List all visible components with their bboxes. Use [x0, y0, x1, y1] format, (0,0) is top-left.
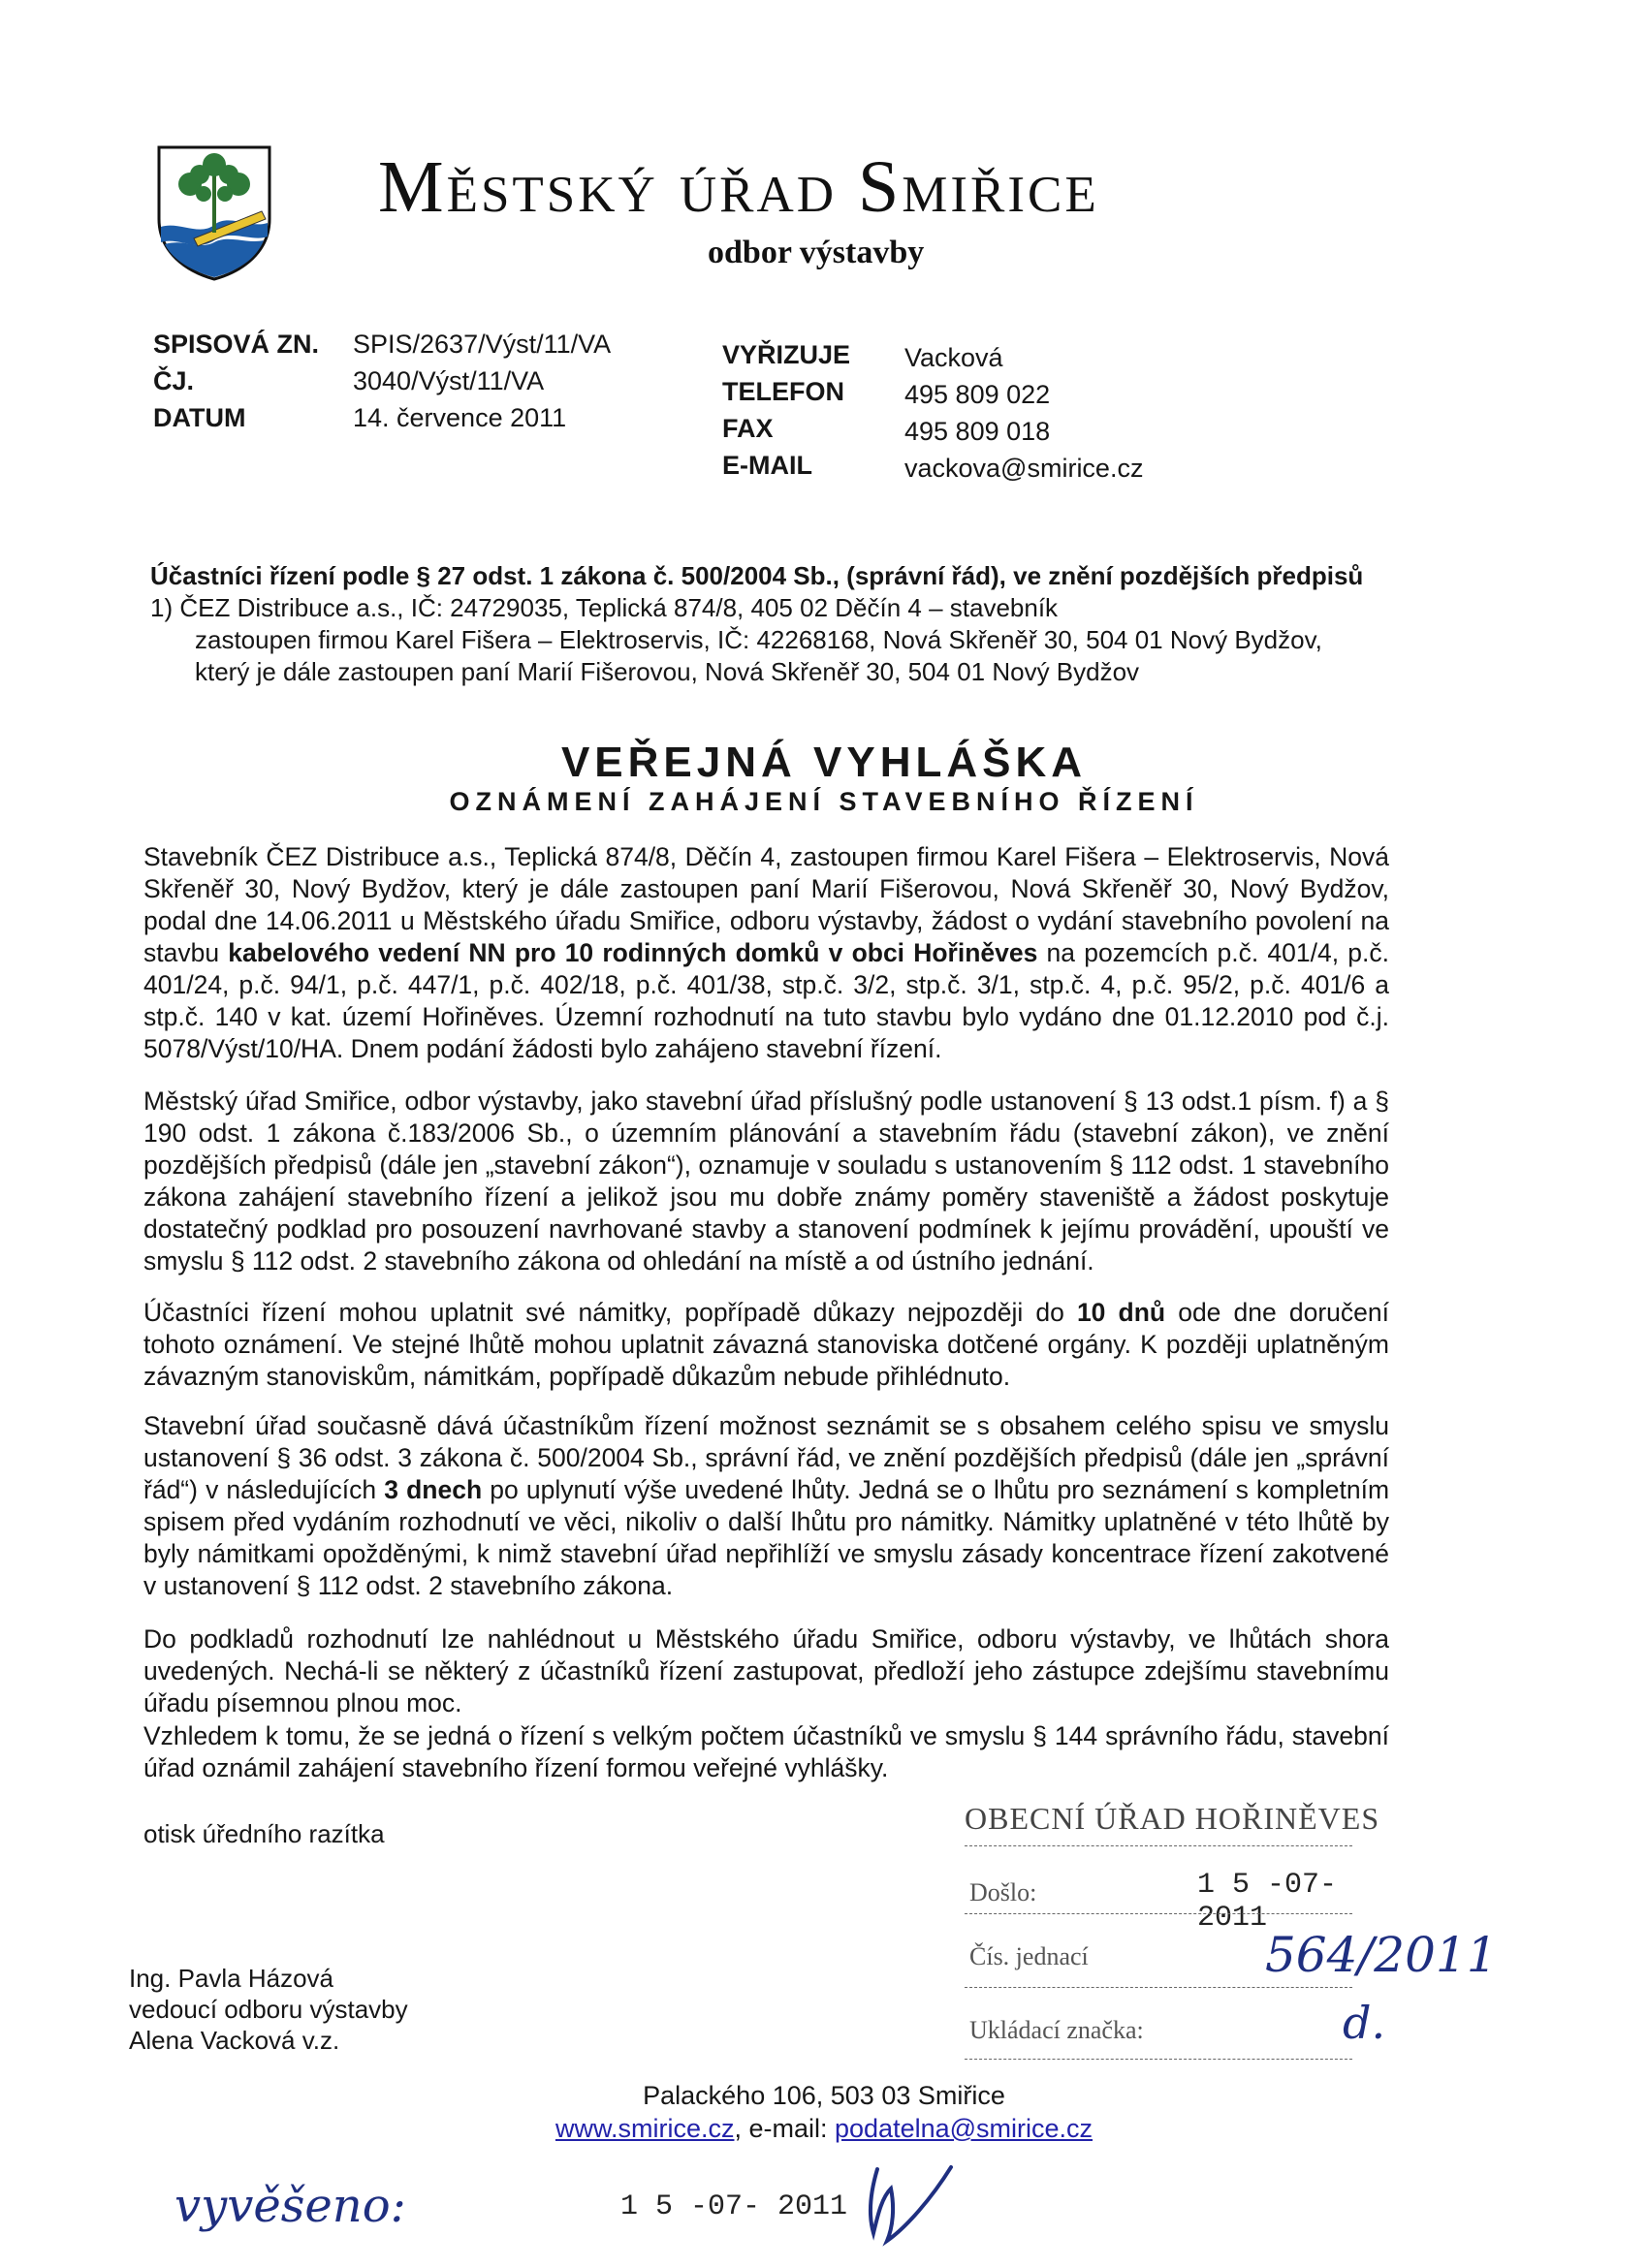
paragraph-text: Stavebník ČEZ Distribuce a.s., Teplická 874/8, Děčín 4, zastoupen firmou Karel Fišera – Elektroservis, Nová Skřeněř 30, Nový Bydžov, který je dále zastoupen paní Marií Fišerovou, Nová Skřeněř 30, Nový Bydžov, podal dne 14.06.2011 u Městského úřadu Smiřice, odboru výstavby, žádost o vydání stavebního povolení na stavbu — [143, 842, 1389, 967]
meta-right-labels — [722, 336, 850, 484]
paragraph-public-notice: Vzhledem k tomu, že se jedná o řízení s velkým počtem účastníků ve smyslu § 144 správního řádu, stavební úřad oznámil zahájení stavebního řízení formou veřejné vyhlášky. — [143, 1721, 1389, 1782]
email-link[interactable]: podatelna@smirice.cz — [835, 2114, 1093, 2143]
paragraph-application — [143, 841, 1389, 1065]
meta-right-values — [904, 339, 1143, 487]
signatory-name: Ing. Pavla Házová — [129, 1964, 334, 1993]
email-prefix: , e-mail: — [734, 2114, 835, 2143]
handwritten-posted-note: vyvěšeno: — [174, 2179, 406, 2233]
paragraph-text: na pozemcích p.č. 401/4, p.č. 401/24, p.č. 94/1, p.č. 447/1, p.č. 402/18, p.č. 401/38, stp.č. 3/2, stp.č. 3/1, stp.č. 4, p.č. 95/2, p.č. 401/6 a stp.č. 140 v kat. území Hořiněves. Územní rozhodnutí na tuto stavbu bylo vydáno dne 01.12.2010 pod č.j. 5078/Výst/10/HA. Dnem podání žádosti bylo zahájeno stavební řízení. — [143, 938, 1389, 1063]
notice-title: VEŘEJNÁ VYHLÁŠKA — [560, 739, 1088, 786]
paragraph-text: Stavební úřad současně dává účastníkům řízení možnost seznámit se s obsahem celého spisu ve smyslu ustanovení § 36 odst. 3 zákona č. 500/2004 Sb., správní řád, ve znění pozdějších předpisů (dále jen „správní řád“) v následujících — [143, 1411, 1389, 1504]
meta-label: FAX — [722, 414, 774, 443]
meta-left-values — [353, 326, 611, 436]
meta-label: TELEFON — [722, 377, 844, 406]
participants-block — [150, 560, 1363, 688]
department-subtitle: odbor výstavby — [708, 235, 925, 270]
website-link[interactable]: www.smirice.cz — [555, 2114, 735, 2143]
office-title: Městský úřad Smiřice — [378, 146, 1099, 228]
handwritten-signature-icon — [858, 2159, 965, 2247]
paragraph-file-inspection — [143, 1410, 1389, 1602]
paragraph-documents: Do podkladů rozhodnutí lze nahlédnout u Městského úřadu Smiřice, odboru výstavby, ve lhůtách shora uvedených. Nechá-li se některý z účastníků řízení zastupovat, předloží jeho zástupce zdejšímu stavebnímu úřadu písemnou plnou moc. — [143, 1624, 1389, 1717]
coat-of-arms-icon — [155, 143, 273, 281]
footer-address: Palackého 106, 503 03 Smiřice — [643, 2081, 1005, 2110]
paragraph-text: Účastníci řízení mohou uplatnit své námitky, popřípadě důkazy nejpozději do — [143, 1298, 1077, 1327]
stamp-number-value: 564/2011 — [1265, 1927, 1498, 1983]
paragraph-text: ode dne doručení tohoto oznámení. Ve stejné lhůtě mohou uplatnit závazná stanoviska dotčené orgány. K později uplatněným závazným stanoviskům, námitkám, popřípadě důkazům nebude přihlédnuto. — [143, 1298, 1389, 1391]
participant-line: který je dále zastoupen paní Marií Fišerovou, Nová Skřeněř 30, 504 01 Nový Bydžov — [195, 657, 1140, 686]
stamp-filing-value: d. — [1343, 1997, 1386, 2049]
document-date: 14. července 2011 — [353, 403, 567, 432]
seal-label: otisk úředního razítka — [143, 1819, 385, 1848]
stamp-number-label: Čís. jednací — [969, 1942, 1089, 1970]
meta-label: ČJ. — [153, 366, 195, 395]
stamp-received-label: Došlo: — [969, 1878, 1037, 1906]
deadline-days: 10 dnů — [1076, 1298, 1166, 1327]
fax-number: 495 809 018 — [904, 417, 1051, 446]
file-number: SPIS/2637/Výst/11/VA — [353, 330, 612, 359]
participant-line: 1) ČEZ Distribuce a.s., IČ: 24729035, Teplická 874/8, 405 02 Děčín 4 – stavebník — [150, 593, 1059, 622]
signatory-role: vedoucí odboru výstavby — [129, 1995, 408, 2024]
meta-label: VYŘIZUJE — [722, 340, 851, 369]
stamp-filing-label: Ukládací značka: — [969, 2016, 1144, 2044]
handler-name: Vacková — [904, 343, 1003, 372]
inspection-days: 3 dnech — [384, 1475, 483, 1504]
stamp-title: OBECNÍ ÚŘAD HOŘINĚVES — [965, 1801, 1380, 1836]
participants-heading: Účastníci řízení podle § 27 odst. 1 zákona č. 500/2004 Sb., (správní řád), ve znění pozdějších předpisů — [150, 561, 1364, 590]
paragraph-text: po uplynutí výše uvedené lhůty. Jedná se o lhůtu pro seznámení s kompletním spisem před vydáním rozhodnutí ve věci, nikoliv o další lhůtu pro námitky. Námitky uplatněné v této lhůtě by byly námitkami opožděnými, k nimž stavební úřad nepřihlíží ve smyslu zásady koncentrace řízení zakotvené v ustanovení § 112 odst. 2 stavebního zákona. — [143, 1475, 1390, 1600]
email-address: vackova@smirice.cz — [904, 454, 1144, 483]
signatory-deputy: Alena Vacková v.z. — [129, 2026, 340, 2055]
meta-label: DATUM — [153, 403, 246, 432]
meta-label: E-MAIL — [722, 451, 812, 480]
meta-label: SPISOVÁ ZN. — [153, 330, 320, 359]
participant-line: zastoupen firmou Karel Fišera – Elektroservis, IČ: 42268168, Nová Skřeněř 30, 504 01 Nový Bydžov, — [195, 625, 1322, 654]
construction-name: kabelového vedení NN pro 10 rodinných domků v obci Hořiněves — [228, 938, 1038, 967]
meta-left-labels — [153, 326, 319, 436]
posted-date-stamp: 1 5 -07- 2011 — [620, 2190, 848, 2223]
footer-contacts — [0, 2114, 1648, 2144]
registry-stamp — [955, 1801, 1498, 2072]
paragraph-authority: Městský úřad Smiřice, odbor výstavby, jako stavební úřad příslušný podle ustanovení § 13 odst.1 písm. f) a § 190 odst. 1 zákona č.183/2006 Sb., o územním plánování a stavebním řádu (stavební zákon), ve znění pozdějších předpisů (dále jen „stavební zákon“), oznamuje v souladu s ustanovením § 112 odst. 1 stavebního zákona zahájení stavebního řízení a jelikož jsou mu dobře známy poměry staveniště a žádost poskytuje dostatečný podklad pro posouzení navrhované stavby a stanovení podmínek k jejímu provádění, upouští ve smyslu § 112 odst. 2 stavebního zákona od ohledání na místě a od ústního jednání. — [143, 1087, 1389, 1276]
paragraph-objections — [143, 1297, 1389, 1393]
signature-block — [129, 1963, 408, 2056]
notice-subtitle: OZNÁMENÍ ZAHÁJENÍ STAVEBNÍHO ŘÍZENÍ — [449, 787, 1199, 816]
stamp-received-date: 1 5 -07- 2011 — [1197, 1869, 1338, 1935]
phone-number: 495 809 022 — [904, 380, 1051, 409]
reference-number: 3040/Výst/11/VA — [353, 366, 545, 395]
